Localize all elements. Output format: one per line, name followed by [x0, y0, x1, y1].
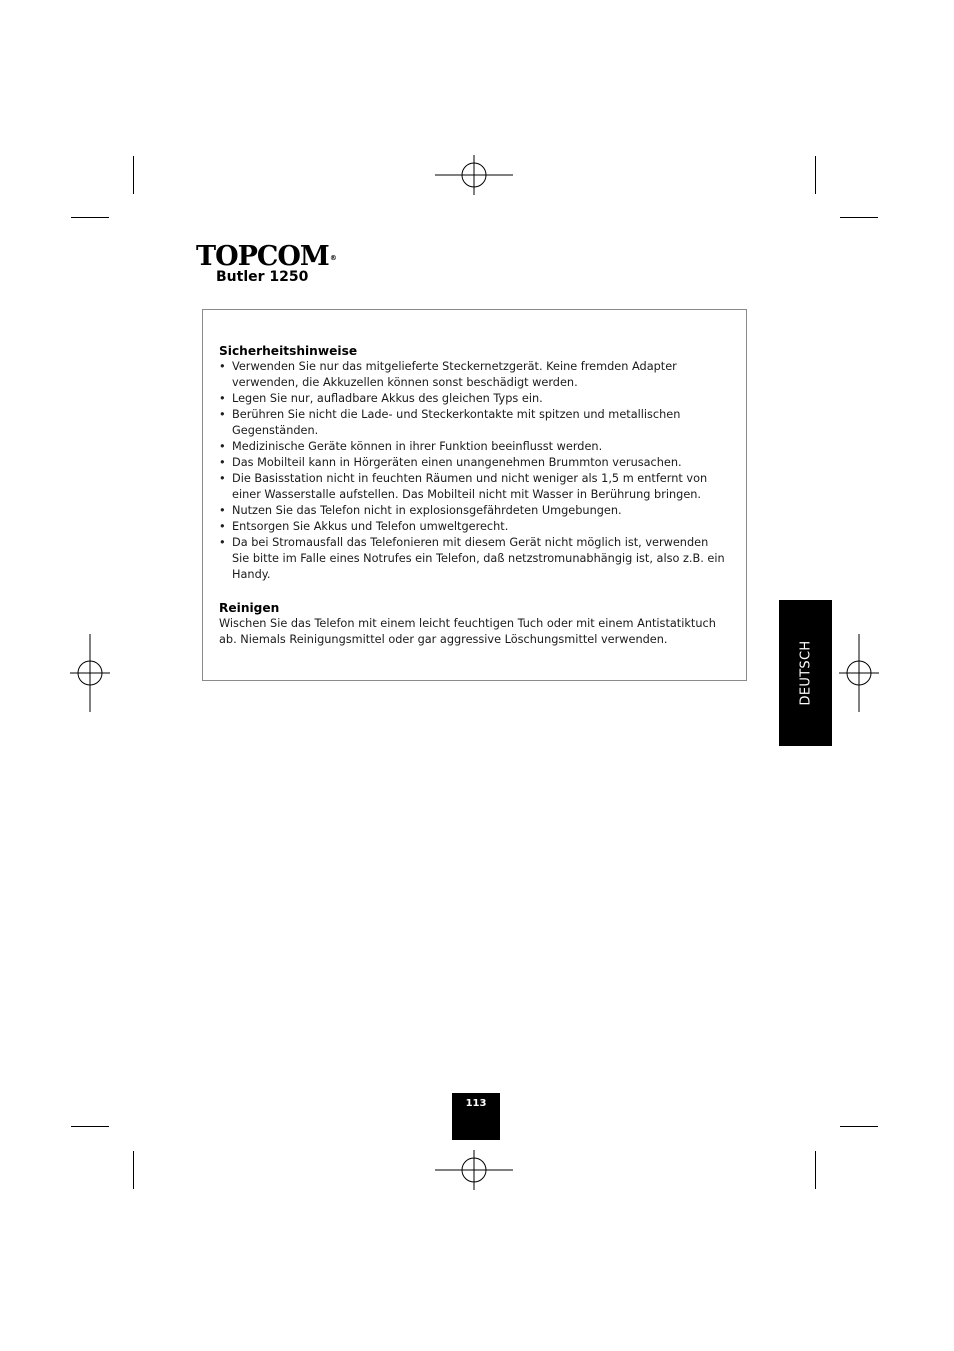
registration-crosshair-icon — [435, 1150, 513, 1190]
cleaning-heading: Reinigen — [219, 601, 280, 615]
list-item: • Legen Sie nur, aufladbare Akkus des gleichen Typs ein. — [219, 391, 729, 407]
list-item: • Nutzen Sie das Telefon nicht in explosionsgefährdeten Umgebungen. — [219, 503, 729, 519]
registration-crosshair-icon — [839, 634, 879, 712]
brand-header — [196, 241, 337, 285]
list-item: • Da bei Stromausfall das Telefonieren mit diesem Gerät nicht möglich ist, verwenden Sie bitte im Falle eines Notrufes ein Telefon, daß netzstromunabhängig ist, also z.B. ein Handy. — [219, 535, 729, 583]
crop-mark — [840, 217, 878, 218]
cleaning-text: Wischen Sie das Telefon mit einem leicht feuchtigen Tuch oder mit einem Antistatiktuch ab. Niemals Reinigungsmittel oder gar aggressive Löschungsmittel verwenden. — [219, 617, 716, 646]
crop-mark — [840, 1126, 878, 1127]
registered-mark: ® — [329, 254, 337, 262]
safety-list — [219, 359, 729, 583]
page-number: 113 — [465, 1098, 487, 1109]
cleaning-section — [219, 600, 729, 648]
list-item: • Die Basisstation nicht in feuchten Räumen und nicht weniger als 1,5 m entfernt von einer Wasserstalle aufstellen. Das Mobilteil nicht mit Wasser in Berührung bringen. — [219, 471, 729, 503]
content-box — [202, 309, 747, 681]
crop-mark — [71, 217, 109, 218]
logo-wordmark: TOPCOM — [196, 241, 329, 272]
page-number-box — [452, 1093, 500, 1140]
list-item: • Medizinische Geräte können in ihrer Funktion beeinflusst werden. — [219, 439, 729, 455]
model-name: Butler 1250 — [216, 269, 309, 285]
safety-section — [219, 343, 729, 583]
crop-mark — [815, 156, 816, 194]
language-tab — [779, 600, 832, 746]
crop-mark — [71, 1126, 109, 1127]
list-item: • Berühren Sie nicht die Lade- und Steckerkontakte mit spitzen und metallischen Gegenständen. — [219, 407, 729, 439]
topcom-logo — [196, 241, 337, 272]
crop-mark — [133, 156, 134, 194]
safety-heading: Sicherheitshinweise — [219, 344, 358, 358]
list-item: • Verwenden Sie nur das mitgelieferte Steckernetzgerät. Keine fremden Adapter verwenden, die Akkuzellen können sonst beschädigt werden. — [219, 359, 729, 391]
crop-mark — [815, 1151, 816, 1189]
language-tab-label: DEUTSCH — [798, 640, 813, 706]
registration-crosshair-icon — [435, 155, 513, 195]
crop-mark — [133, 1151, 134, 1189]
list-item: • Entsorgen Sie Akkus und Telefon umweltgerecht. — [219, 519, 729, 535]
registration-crosshair-icon — [70, 634, 110, 712]
list-item: • Das Mobilteil kann in Hörgeräten einen unangenehmen Brummton verusachen. — [219, 455, 729, 471]
